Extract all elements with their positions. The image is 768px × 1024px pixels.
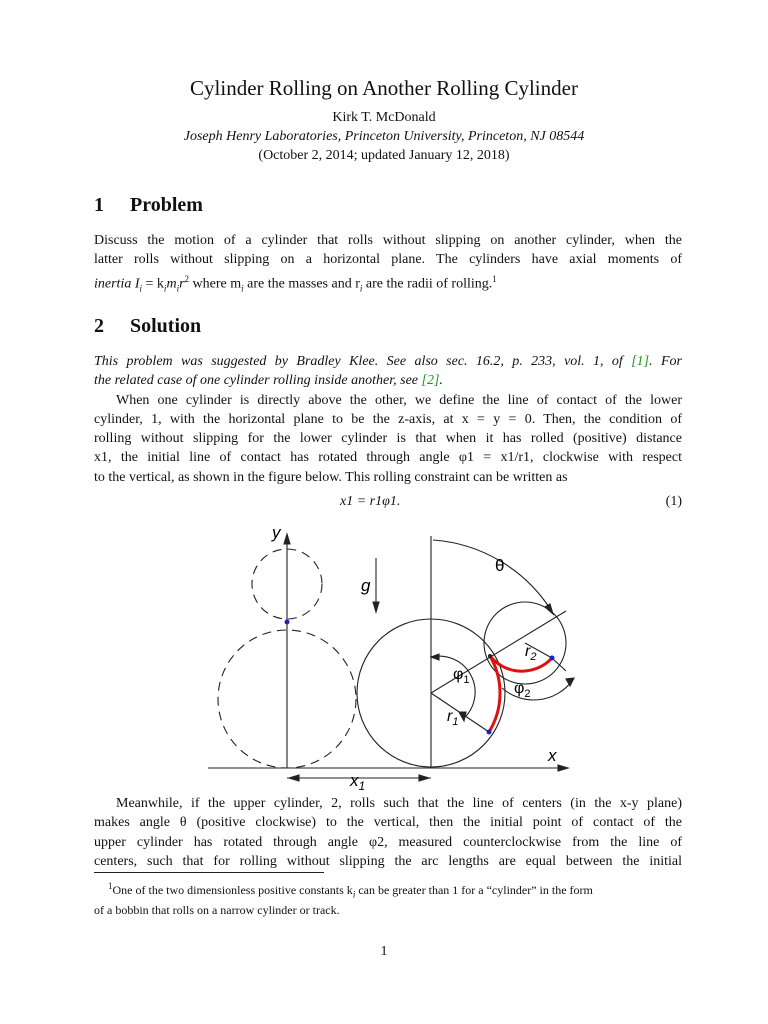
phi1-arrowhead-top (431, 654, 439, 660)
phi1-arrowhead-bottom (459, 712, 466, 721)
footnote-line: of a bobbin that rolls on a narrow cylinder or track. (94, 903, 340, 918)
page-number: 1 (380, 944, 388, 959)
section-number: 2 (94, 315, 104, 337)
section-title: Solution (130, 315, 202, 337)
text-line: cylinder, 1, with the horizontal plane to be the z-axis, at x = y = 0. Then, the condition of (94, 411, 682, 427)
paper-date: (October 2, 2014; updated January 12, 2018) (258, 148, 510, 163)
footnote: $^1$One of the two dimensionless positive constants $k_i$ can be greater than 1 for a “cylinder” in the form of a bobbin that rolls on a narrow cylinder or track. (94, 881, 593, 918)
label-y: y (272, 523, 281, 542)
section-heading-solution (94, 315, 201, 338)
rolling-cylinders-figure (0, 516, 768, 806)
label-phi1: $\varphi_1$ (453, 666, 470, 686)
phi2-arc (502, 681, 572, 700)
text-line: When one cylinder is directly above the other, we define the line of contact of the lower (116, 392, 682, 408)
equation-body: x1 = r1φ1. (340, 494, 401, 509)
section-title: Problem (130, 194, 203, 216)
label-x: x (548, 746, 557, 765)
continuation-paragraph (94, 794, 682, 871)
gravity-arrowhead (373, 602, 379, 612)
theta-arrowhead (545, 604, 553, 614)
contact-point-initial (285, 620, 290, 625)
text-line: Meanwhile, if the upper cylinder, 2, rolls such that the line of centers (in the x-y plane) (116, 796, 682, 811)
label-g: g (361, 576, 371, 595)
contact-point-upper (550, 656, 555, 661)
text-line: centers, such that for rolling without slipping the arc lengths are equal between the initial (94, 853, 682, 869)
text-line: makes angle θ (positive clockwise) to the vertical, then the initial point of contact of the (94, 815, 682, 831)
y-axis-arrowhead (284, 534, 290, 544)
citation-link[interactable]: [2] (421, 373, 440, 389)
section-heading-problem (94, 194, 203, 217)
theta-arc (433, 540, 551, 610)
problem-paragraph (94, 231, 682, 298)
text-line: rolling without slipping for the lower cylinder is that when it has rolled (positive) distance (94, 431, 682, 447)
citation-link[interactable]: [1] (631, 354, 650, 369)
text-line: This problem was suggested by Bradley Klee. See also sec. 16.2, p. 233, vol. 1, of [1]. For (94, 354, 683, 369)
label-phi2: $\varphi_2$ (514, 680, 531, 700)
contact-point-lower (487, 730, 492, 735)
text-line: the related case of one cylinder rolling inside another, see [2]. (94, 373, 443, 389)
r2-dimension-line (553, 659, 566, 671)
footnote-rule (94, 872, 324, 873)
footnote-mark: 1 (492, 273, 497, 284)
equation-number: (1) (665, 494, 682, 509)
label-r2: $r_2$ (525, 643, 537, 663)
x-axis-arrowhead (558, 765, 568, 771)
text-line: upper cylinder has rotated through angle φ2, measured counterclockwise from the line of (94, 834, 682, 850)
contact-arc-lower (489, 656, 500, 732)
section-number: 1 (94, 194, 104, 216)
author-affiliation: Joseph Henry Laboratories, Princeton University, Princeton, NJ 08544 (183, 129, 585, 144)
label-x1: $x_1$ (350, 771, 366, 793)
author-name: Kirk T. McDonald (332, 110, 436, 125)
text-line: latter rolls without slipping on a horizontal plane. The cylinders have axial moments of (94, 252, 682, 268)
label-r1: $r_1$ (447, 708, 459, 728)
text-line: to the vertical, as shown in the figure below. This rolling constraint can be written as (94, 469, 568, 485)
phi2-arrowhead (566, 678, 574, 686)
solution-paragraph (94, 352, 682, 487)
text-line: inertia $I_i = k_im_ir^2$ where $m_i$ are the masses and $r_i$ are the radii of rolling.$^1$ (94, 273, 497, 294)
footnote-number: 1 (108, 881, 113, 891)
contact-arc-upper (490, 656, 552, 671)
label-theta: θ (495, 556, 505, 575)
x1-left-arrowhead (289, 775, 299, 781)
contact-point-current (488, 654, 492, 658)
x1-right-arrowhead (419, 775, 429, 781)
text-line: x1, the initial line of contact has rotated through angle φ1 = x1/r1, clockwise with respect (94, 450, 682, 466)
paper-title: Cylinder Rolling on Another Rolling Cylinder (190, 76, 578, 100)
text-line: Discuss the motion of a cylinder that rolls without slipping on another cylinder, when the (94, 233, 682, 248)
